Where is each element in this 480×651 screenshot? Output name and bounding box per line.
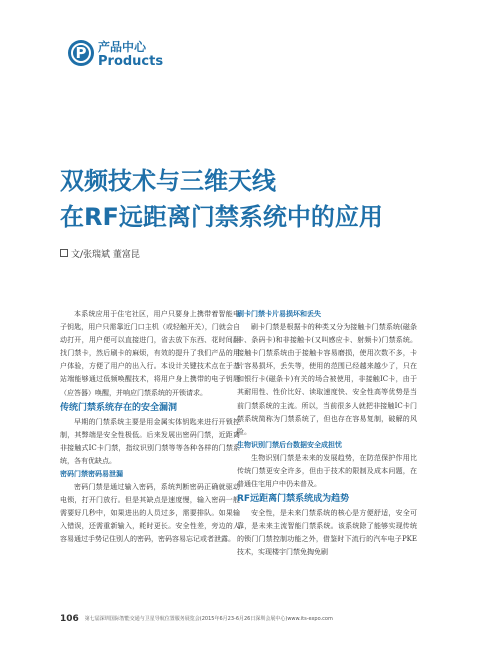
paragraph-line: IC卡门禁系统简称为门禁系统了，但也存在容易复 — [237, 401, 418, 423]
body-paragraph — [237, 507, 417, 559]
paragraph-line: 烦，有效的提升了我们产品的用户体验，方便了用 — [60, 349, 241, 371]
right-column — [237, 308, 417, 560]
paragraph-line: 实现传统的锁门门禁控制功能之外，借鉴时下流 — [237, 522, 417, 544]
paragraph-line: 通过低频唤醒技术，将用户身上携带的电子钥匙 — [88, 375, 241, 384]
section-heading: RF远距离门禁系统成为趋势 — [237, 494, 350, 505]
paragraph-line: 安全性，是未来门禁系统的核心是方便舒适，安全 — [251, 509, 410, 518]
body-paragraph — [237, 452, 417, 491]
paragraph-line: 本系统应用于住宅社区，用户只要身上携带 — [74, 310, 212, 318]
paragraph-line: 护作用比传统门禁更安全许多，但由于技术的限 — [237, 453, 418, 475]
section-heading: 密码门禁密码易泄漏 — [60, 470, 123, 479]
article-title-line1: 双频技术与三维天线 — [60, 167, 276, 195]
paragraph-line: 用的范围已经越来越少了，只在和银行卡(磁条卡) — [237, 362, 418, 384]
page-footer — [60, 614, 333, 624]
paragraph-line: 密码门禁是通过输入密码，系统判断密码正 — [74, 483, 212, 492]
page-number: 106 — [60, 614, 79, 624]
paragraph-line: 确就驱动电锁，打开门放行。但是其缺点是速度 — [60, 483, 241, 505]
paragraph-line: 开关），门就会自动打开，用户便可以直接进门， — [60, 323, 241, 345]
paragraph-line: 早期的门禁系统主要是用金属实体钥匙来进 — [74, 417, 212, 426]
paragraph-line: 耗时更长。安全性差，旁边的人容易通过手势记住 — [60, 522, 241, 544]
paragraph-line: 频卡)门禁系统。接触卡门禁系统由于接触卡容 — [237, 336, 418, 358]
paragraph-line: 性价比好、读取速度快、安全性高等优势是当前 — [237, 388, 418, 410]
paragraph-line: 可靠，是未来主流智能门禁系统。该系统除了能够 — [237, 509, 417, 531]
paragraph-line: （应答器）唤醒，并响应门禁系统的开锁请求。 — [60, 388, 207, 397]
footer-text: 第七届深圳国际智能交通与卫星导航位置服务展览会(2015年6月23-6月26日深圳会展中心)www.its-expo.com — [84, 616, 333, 622]
author-box-icon — [60, 249, 68, 257]
paragraph-line: 生物识别门禁是未来的发展趋势，在防范保 — [251, 453, 389, 462]
paragraph-line: 制及成本问题，在普通住宅用户中仍未普及。 — [237, 466, 418, 489]
body-paragraph — [60, 308, 240, 400]
paragraph-line: 慢，输入密码一般需要好几秒中，如果进出的人员 — [60, 496, 241, 518]
paragraph-line: 别人的密码，密码容易忘记或者泄露。 — [116, 535, 235, 544]
paragraph-line: 制，破解的风险。 — [237, 414, 418, 436]
paragraph-line: 禁等等各种各样的门禁系统，各有优缺点。 — [60, 443, 241, 465]
paragraph-line: 刷卡门禁是根据卡的种类又分为接触卡门禁 — [251, 323, 386, 331]
section-title-en: Products — [98, 54, 164, 69]
body-paragraph — [237, 321, 417, 439]
paragraph-line: 着智能电子钥匙，用户只需靠近门口主机（或轻触 — [60, 310, 241, 332]
paragraph-line: 行开锁控制，其弊端是安全性极低。后来发展出 — [60, 417, 241, 439]
body-paragraph — [60, 481, 240, 546]
body-paragraph — [60, 416, 240, 468]
paragraph-line: 有关的场合被使用，非接触IC卡，由于其耐用性、 — [237, 375, 417, 397]
paragraph-line: 过多，需要排队。如果输入错误，还需重新输入， — [60, 509, 241, 531]
section-heading: 生物识别门禁后台数据安全成担忧 — [237, 440, 342, 449]
article-title — [60, 163, 460, 235]
authors-text: 文/张瑞斌 董富昆 — [71, 250, 140, 260]
left-column — [60, 308, 240, 547]
paragraph-line: 易磨损，使用次数不多，卡片容易损坏，丢失等，使 — [237, 349, 418, 371]
section-title-cn: 产品中心 — [98, 40, 147, 54]
paragraph-line: 门禁系统的主流。所以，当前很多人就把非接触 — [244, 401, 395, 410]
section-heading: 刷卡门禁卡片易损坏和丢失 — [237, 310, 321, 318]
paragraph-line: 密码门禁，近距离非接触式IC卡门禁，指纹识别门 — [60, 430, 241, 452]
paragraph-line: 户的出入行。本设计关键技术点在于基站端能够 — [60, 362, 241, 384]
section-heading: 传统门禁系统存在的安全漏洞 — [60, 402, 178, 413]
article-title-line2: 在RF远距离门禁系统中的应用 — [60, 203, 383, 231]
products-logo-icon: P — [68, 40, 94, 66]
paragraph-line: 省去放下东西、花时间翻找门禁卡，然后刷卡的麻 — [60, 336, 241, 358]
article-authors — [60, 247, 140, 260]
paragraph-line: 系统(磁条卡、条码卡)和非接触卡(又叫感应卡、射 — [237, 323, 418, 345]
paragraph-line: 行的汽车电子PKE技术，实现楼宇门禁免掏免刷 — [237, 535, 417, 557]
